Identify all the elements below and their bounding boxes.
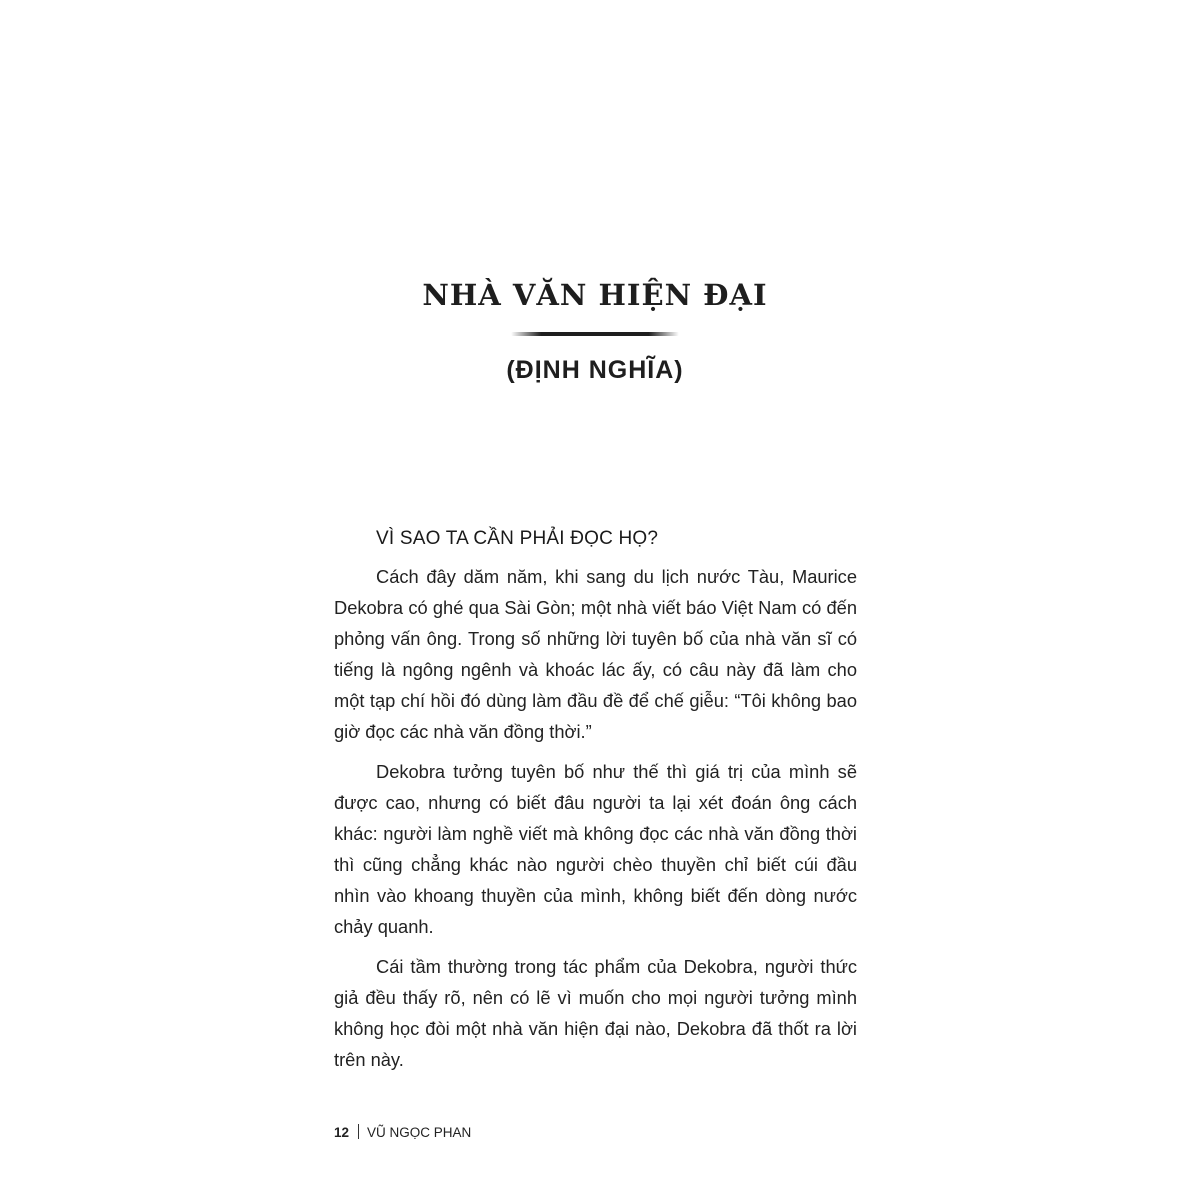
section-heading: VÌ SAO TA CẦN PHẢI ĐỌC HỌ? [376, 528, 659, 549]
paragraph-2: Dekobra tưởng tuyên bố như thế thì giá trị của mình sẽ được cao, nhưng có biết đâu người ta lại xét đoán ông cách khác: người làm nghề viết mà không đọc các nhà văn đồng thời thì cũng chẳng khác nào người chèo thuyền chỉ biết cúi đầu nhìn vào khoang thuyền của mình, không biết đến dòng nước chảy quanh. [334, 761, 857, 937]
footer-separator [358, 1124, 359, 1139]
body-text [334, 523, 857, 1084]
title-divider [511, 332, 679, 336]
chapter-title: NHÀ VĂN HIỆN ĐẠI [422, 278, 768, 312]
page-number: 12 [334, 1125, 350, 1140]
paragraph-1: Cách đây dăm năm, khi sang du lịch nước Tàu, Maurice Dekobra có ghé qua Sài Gòn; một nhà viết báo Việt Nam có đến phỏng vấn ông. Trong số những lời tuyên bố của nhà văn sĩ có tiếng là ngông ngênh và khoác lác ấy, có câu này đã làm cho một tạp chí hồi đó dùng làm đầu đề để chế giễu: “Tôi không bao giờ đọc các nhà văn đồng thời.” [334, 566, 857, 742]
page-footer [334, 1124, 471, 1140]
running-head-author: VŨ NGỌC PHAN [367, 1125, 472, 1140]
paragraph-3: Cái tầm thường trong tác phẩm của Dekobra, người thức giả đều thấy rõ, nên có lẽ vì muốn cho mọi người tưởng mình không học đòi một nhà văn hiện đại nào, Dekobra đã thốt ra lời trên này. [334, 956, 857, 1070]
chapter-subtitle: (ĐỊNH NGHĨA) [506, 356, 684, 384]
